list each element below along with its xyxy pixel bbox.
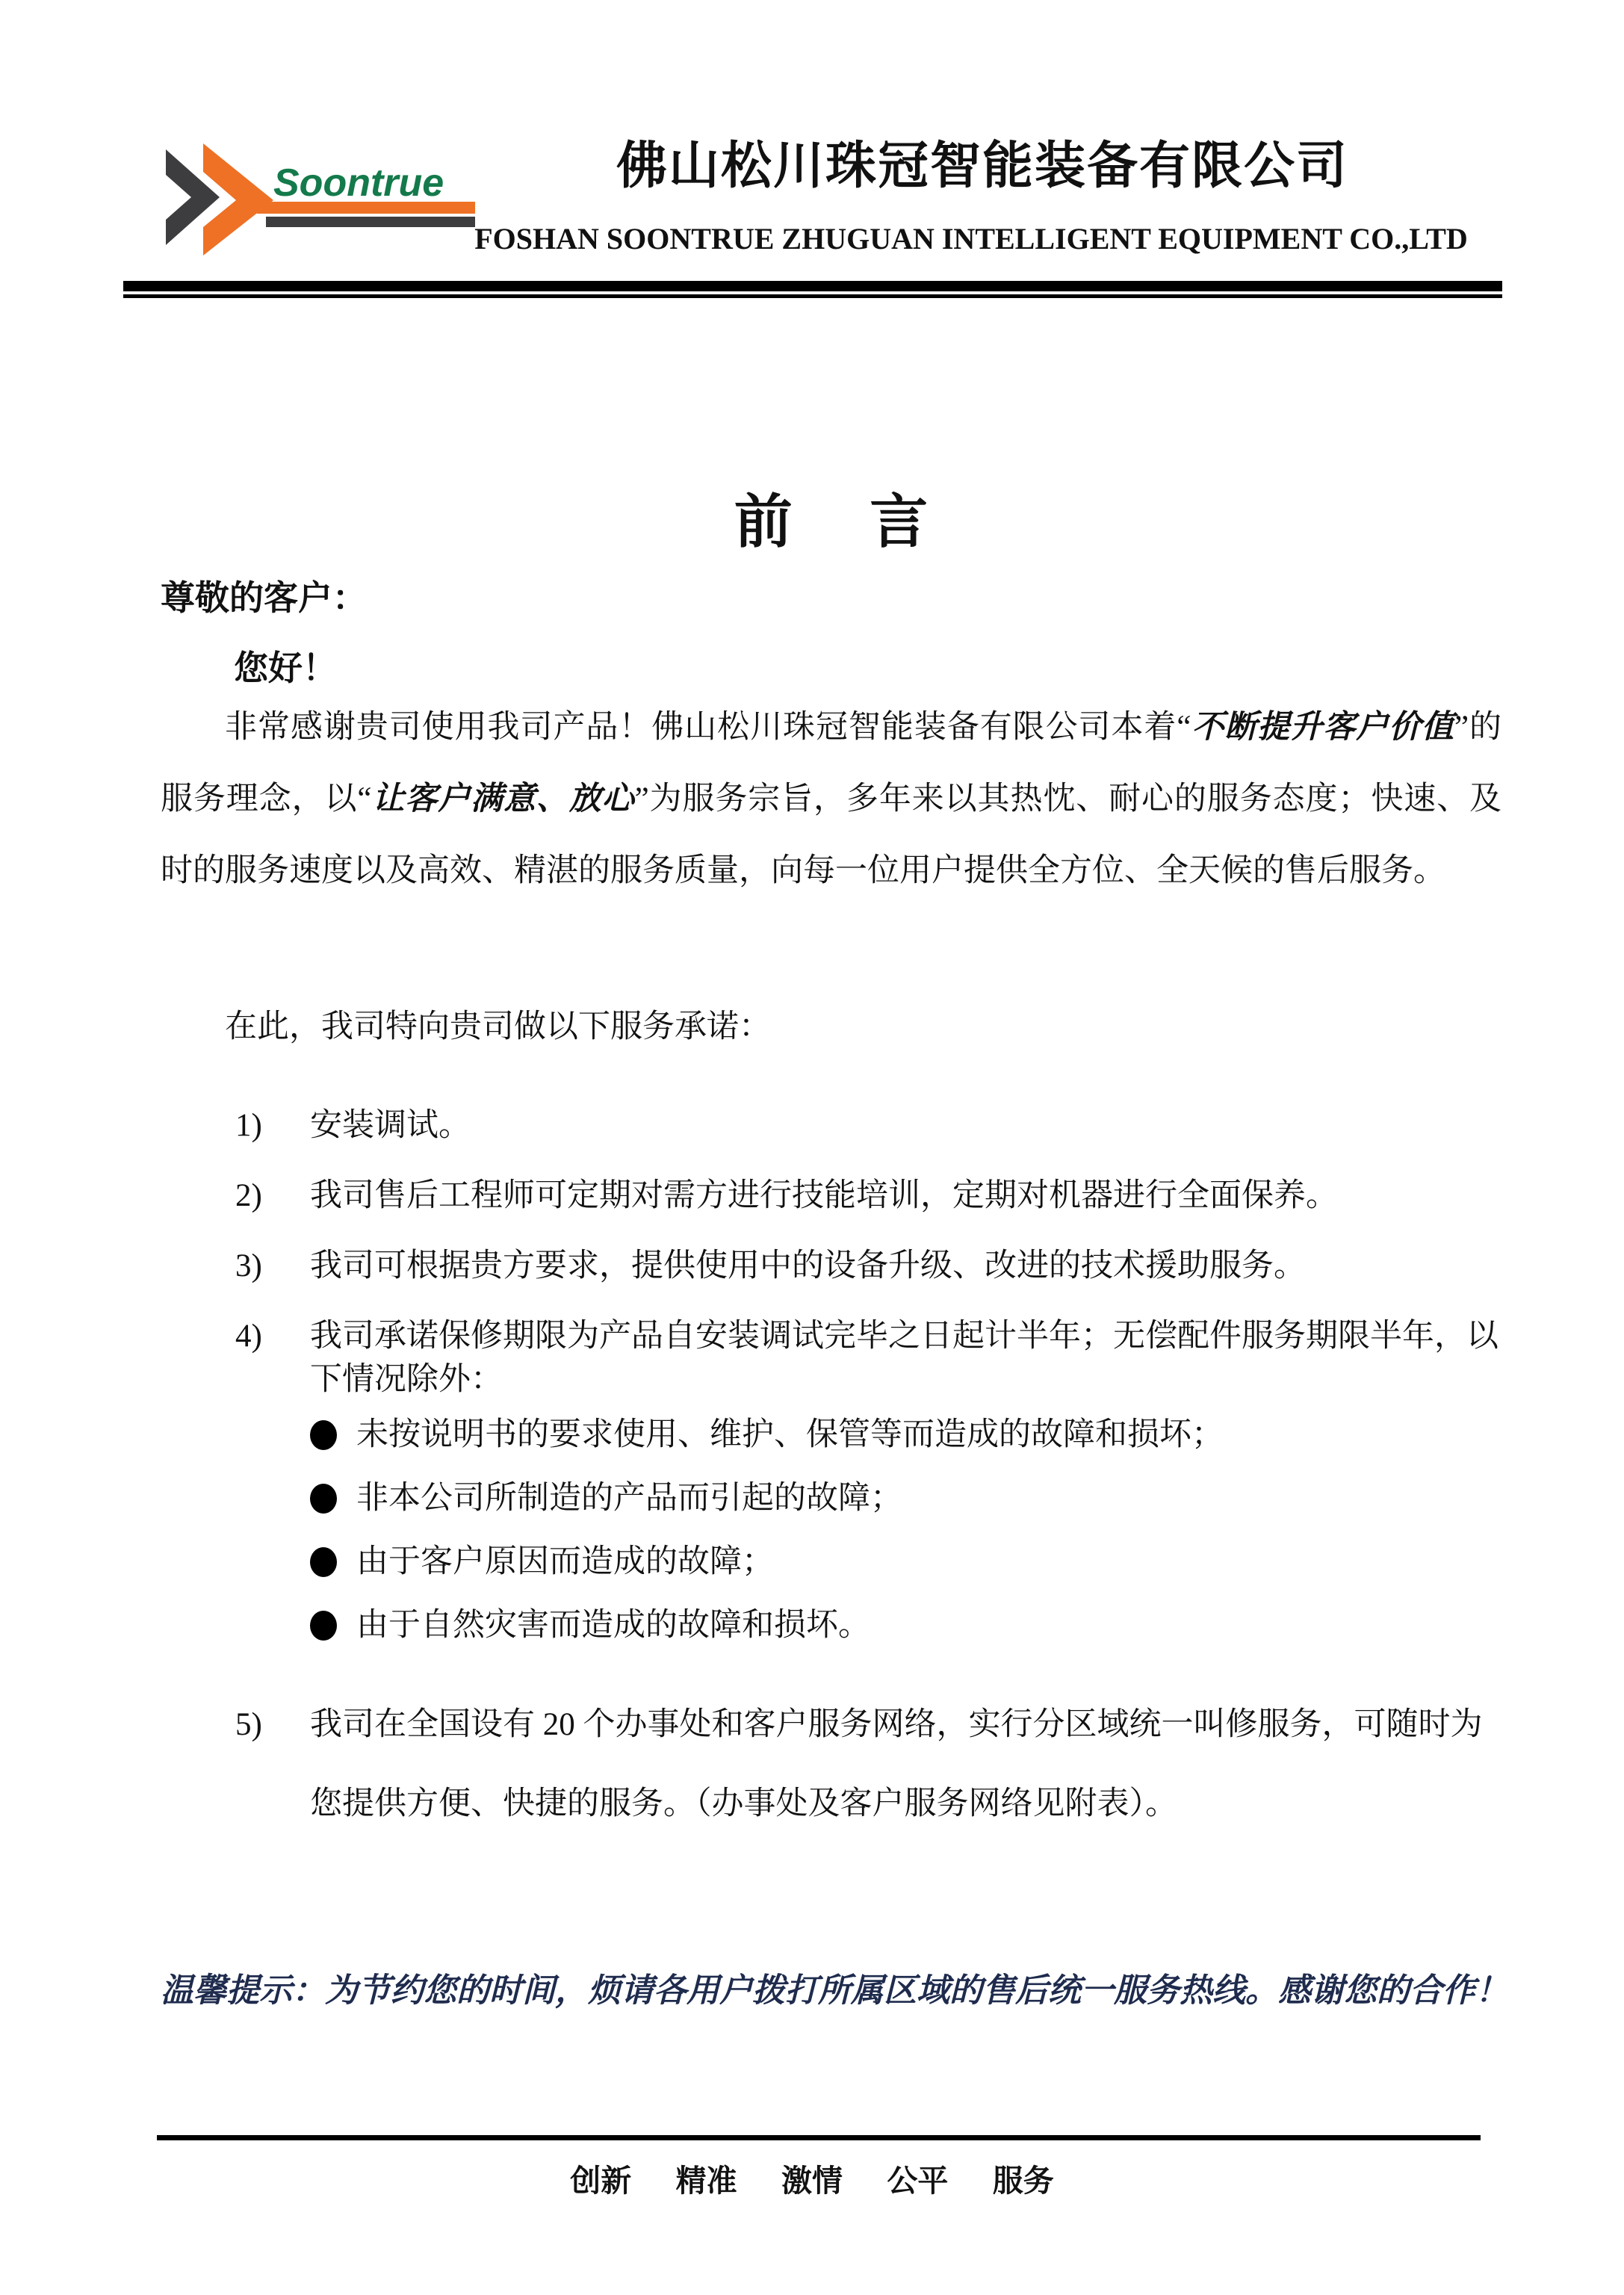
list-item-number: 2) [235, 1178, 262, 1213]
list-item [310, 1605, 1501, 1647]
header-divider [123, 281, 1502, 298]
greeting: 您好！ [234, 649, 337, 687]
list-item-text: 我司可根据贵方要求，提供使用中的设备升级、改进的技术援助服务。 [310, 1248, 1306, 1283]
list-item [161, 1685, 1501, 1844]
header-divider-thin-line [123, 294, 1502, 298]
slogan-customer-value: 不断提升客户价值 [1191, 710, 1454, 745]
list-item [310, 1541, 1501, 1583]
list-item-text: 我司承诺保修期限为产品自安装调试完毕之日起计半年；无偿配件服务期限半年，以下情况除外： [310, 1319, 1499, 1397]
list-item-text: 未按说明书的要求使用、维护、保管等而造成的故障和损坏； [356, 1417, 1224, 1452]
list-item-text: 我司售后工程师可定期对需方进行技能培训，定期对机器进行全面保养。 [310, 1178, 1338, 1213]
list-item [310, 1414, 1501, 1456]
bullet-icon [310, 1611, 337, 1641]
list-item [161, 1245, 1501, 1288]
list-item-number: 5) [235, 1707, 262, 1742]
list-item [310, 1478, 1501, 1520]
footer-motto: 创新 精准 激情 公平 服务 [570, 2164, 1054, 2198]
service-hotline-notice: 温馨提示：为节约您的时间，烦请各用户拨打所属区域的售后统一服务热线。感谢您的合作！ [161, 1972, 1508, 2009]
list-item-text: 安装调试。 [310, 1108, 471, 1143]
bullet-icon [310, 1420, 337, 1450]
header-divider-thick-line [123, 281, 1502, 291]
company-name-cn: 佛山松川珠冠智能装备有限公司 [616, 137, 1348, 194]
list-item-number: 1) [235, 1108, 262, 1143]
footer-divider [157, 2135, 1481, 2140]
bullet-icon [310, 1484, 337, 1514]
intro-part2: ”的服务理念，以“ [161, 710, 1501, 817]
list-item-text: 我司在全国设有 20 个办事处和客户服务网络，实行分区域统一叫修服务，可随时为您提供方便、快捷的服务。（办事处及客户服务网络见附表）。 [310, 1707, 1483, 1821]
exclusion-list [161, 1414, 1501, 1668]
intro-part3: ”为服务宗旨，多年来以其热忱、耐心的服务态度；快速、及时的服务速度以及高效、精湛的服务质量，向每一位用户提供全方位、全天候的售后服务。 [161, 781, 1502, 888]
company-name-en: FOSHAN SOONTRUE ZHUGUAN INTELLIGENT EQUIPMENT CO.,LTD [474, 222, 1468, 255]
bullet-icon [310, 1547, 337, 1577]
intro-part1: 非常感谢贵司使用我司产品！佛山松川珠冠智能装备有限公司本着“ [225, 710, 1191, 745]
promise-list [161, 1104, 1501, 1428]
list-item-text: 非本公司所制造的产品而引起的故障； [356, 1481, 902, 1516]
list-item-number: 3) [235, 1248, 262, 1283]
promise-intro: 在此，我司特向贵司做以下服务承诺： [225, 1009, 771, 1044]
list-item [161, 1315, 1501, 1402]
logo-brand-text: Soontrue [273, 161, 444, 205]
page-title: 前 言 [734, 489, 929, 554]
list-item [161, 1174, 1501, 1218]
soontrue-logo [161, 139, 483, 258]
list-item [161, 1104, 1501, 1148]
list-item-text: 由于自然灾害而造成的故障和损坏。 [356, 1608, 870, 1643]
list-item-number: 4) [235, 1319, 262, 1354]
list-item-text: 由于客户原因而造成的故障； [356, 1544, 774, 1579]
salutation: 尊敬的客户： [161, 579, 367, 617]
intro-paragraph [161, 692, 1501, 907]
slogan-customer-satisfaction: 让客户满意、放心 [371, 781, 635, 817]
